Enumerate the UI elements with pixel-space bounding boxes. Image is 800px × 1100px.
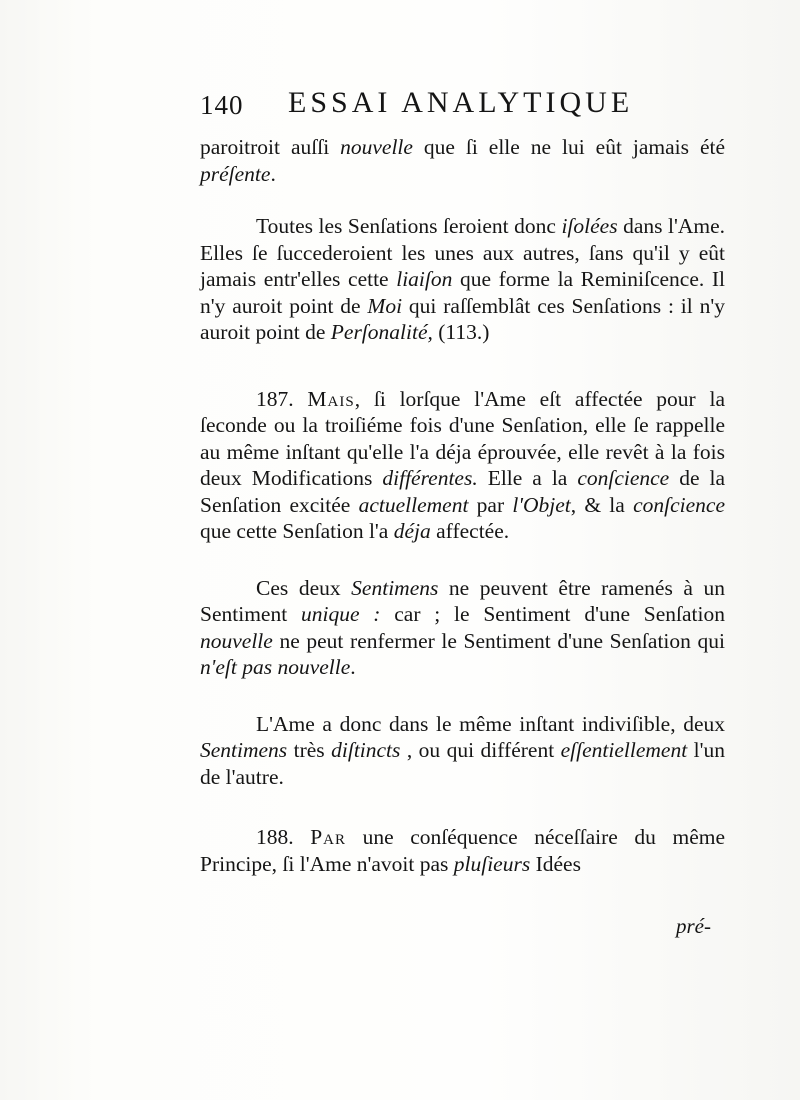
italic-run: actuellement (358, 492, 469, 517)
catchword: pré- (676, 914, 711, 938)
text-run: Elle a la (477, 466, 578, 490)
italic-run: nouvelle (200, 628, 273, 653)
italic-run: déja (393, 519, 431, 543)
italic-run: unique : (300, 602, 381, 626)
text-run: que forme la Reminiſcence. Il n'y auroit point de (200, 267, 725, 318)
text-run: paroitroit auſſi (200, 135, 341, 159)
italic-run: nouvelle (340, 135, 413, 159)
text-run: par (468, 492, 513, 517)
running-head: ESSAI ANALYTIQUE (288, 86, 634, 119)
page-header (200, 86, 730, 126)
body-text (200, 134, 725, 877)
text-run: , ſi lorſque l'Ame eſt affectée pour la ſeconde ou la troiſiéme fois d'une Senſation, elle ſe rappelle au même inſtant qu'elle l'a déja éprouvée, elle revêt à la fois deux Modifications (200, 386, 725, 490)
text-run: (113.) (432, 320, 490, 344)
text-run: . (270, 161, 276, 186)
small-caps-run: Mais (307, 386, 355, 411)
italic-run: conſcience (577, 466, 670, 490)
text-run: ne peuvent être ramenés à un Sentiment (200, 575, 725, 626)
paragraph (200, 386, 725, 545)
italic-run: différentes. (382, 466, 478, 490)
text-run: une conſéquence néceſſaire du même Principe, ſi l'Ame n'avoit pas (200, 825, 726, 876)
italic-run: Moi (367, 293, 403, 318)
text-run: très (287, 738, 332, 762)
small-caps-run: Par (310, 825, 347, 849)
text-run: Ces deux (256, 575, 352, 600)
text-run: 187. (256, 386, 308, 411)
text-run: affectée. (430, 519, 510, 543)
text-run: 188. (256, 825, 311, 849)
italic-run: l'Objet (512, 492, 571, 517)
text-run: qui raſſemblât ces Senſations : il n'y auroit point de (200, 293, 725, 344)
italic-run: liaiſon (396, 267, 453, 291)
text-run: dans l'Ame. Elles ſe ſuccederoient les unes aux autres, ſans qu'il y eût jamais entr'elles cette (200, 214, 725, 291)
text-run: Idées (530, 851, 581, 876)
paragraph (200, 824, 725, 877)
text-run: , & la (570, 492, 634, 517)
italic-run: eſſentiellement (560, 738, 688, 762)
text-run: que ſi elle ne lui eût jamais été (412, 135, 725, 159)
text-run: . (350, 655, 356, 679)
paragraph (200, 213, 725, 346)
italic-run: préſente (200, 161, 271, 186)
text-run: , ou qui différent (400, 738, 561, 762)
italic-run: Sentimens (351, 575, 439, 600)
text-run: l'un de l'autre. (200, 738, 725, 789)
italic-run: diſtincts (331, 738, 401, 762)
italic-run: iſolées (561, 214, 618, 238)
text-run: Toutes les Senſations ſeroient donc (256, 214, 562, 238)
paragraph (200, 134, 725, 187)
text-run: ne peut renfermer le Sentiment d'une Senſation qui (272, 628, 725, 653)
text-run: de la Senſation excitée (200, 466, 725, 517)
italic-run: conſcience (633, 492, 725, 517)
page-number: 140 (200, 90, 244, 120)
italic-run: Sentimens (200, 738, 288, 762)
text-run: L'Ame a donc dans le même inſtant indiviſible, deux (256, 711, 725, 736)
text-run: car ; le Sentiment d'une Senſation (380, 602, 725, 626)
italic-run: n'eſt pas nouvelle (200, 655, 351, 679)
italic-run: pluſieurs (453, 851, 531, 876)
paragraph (200, 711, 725, 791)
text-run: que cette Senſation l'a (200, 519, 394, 543)
paragraph (200, 575, 725, 681)
italic-run: Perſonalité, (330, 320, 433, 344)
